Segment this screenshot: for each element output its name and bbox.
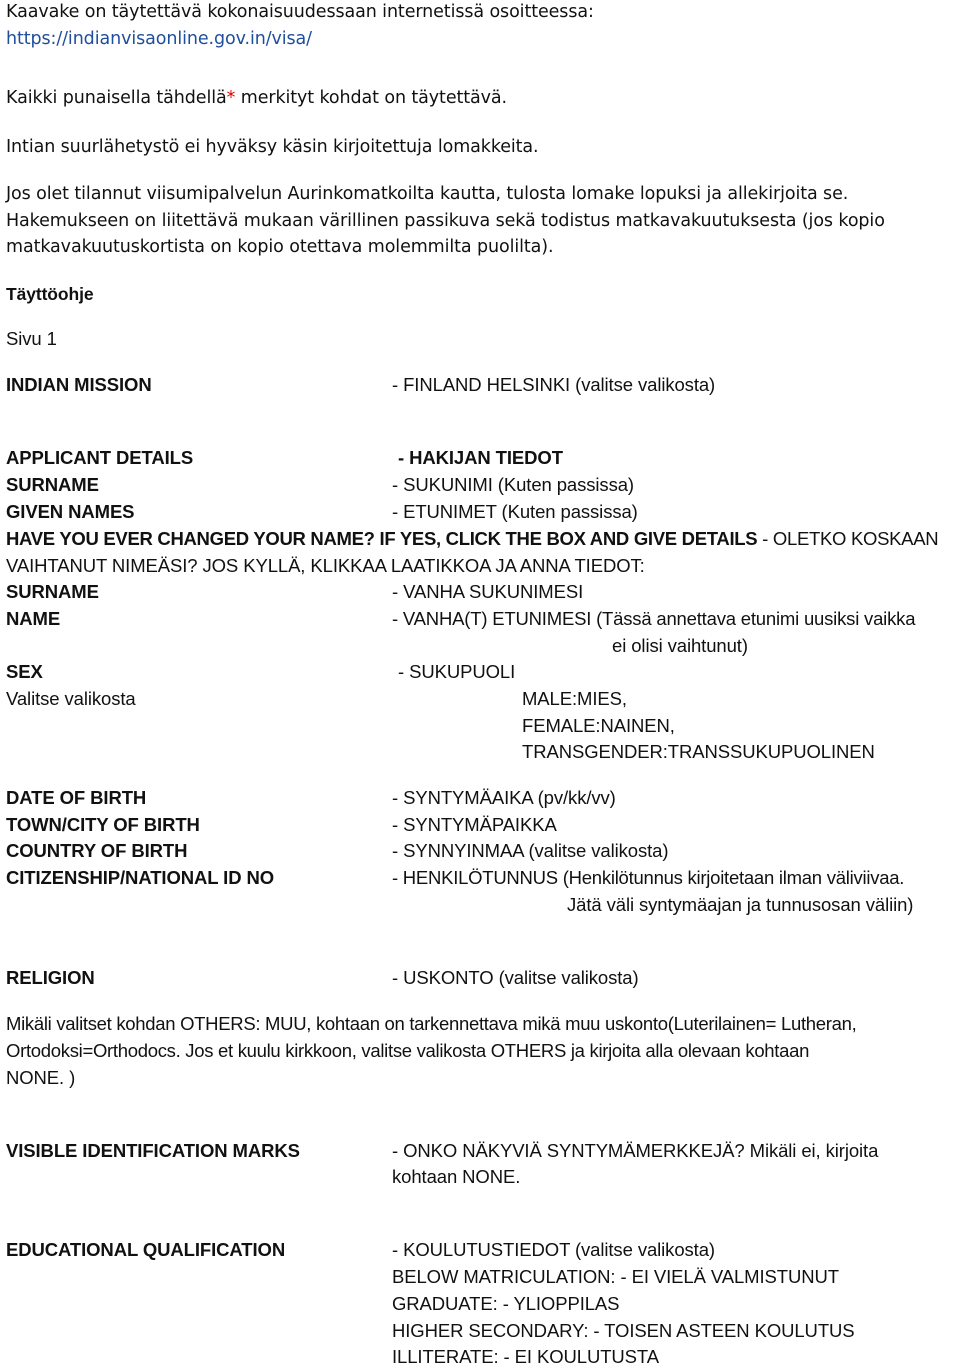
handwritten-note: Intian suurlähetystö ei hyväksy käsin kirjoitettuja lomakkeita. xyxy=(6,137,539,157)
religion-note-cont: Ortodoksi=Orthodocs. Jos et kuulu kirkkoon, valitse valikosta OTHERS ja kirjoita alla olevaan kohtaan xyxy=(6,1040,810,1061)
visa-url-link[interactable]: https://indianvisaonline.gov.in/visa/ xyxy=(6,29,312,49)
aurinko-note: Jos olet tilannut viisumipalvelun Aurinkomatkoilta kautta, tulosta lomake lopuksi ja allekirjoita se. xyxy=(6,184,849,204)
education-line: - KOULUTUSTIEDOT (valitse valikosta) xyxy=(392,1239,715,1260)
intro-line: Kaavake on täytettävä kokonaisuudessaan internetissä osoitteessa: xyxy=(6,2,594,22)
town-of-birth-desc: - SYNTYMÄPAIKKA xyxy=(392,814,557,835)
changed-name-question-en: HAVE YOU EVER CHANGED YOUR NAME? IF YES, CLICK THE BOX AND GIVE DETAILS xyxy=(6,528,758,549)
sex-option: TRANSGENDER:TRANSSUKUPUOLINEN xyxy=(522,741,875,762)
attachment-note: Hakemukseen on liitettävä mukaan värillinen passikuva sekä todistus matkavakuutuksesta (jos kopio xyxy=(6,211,885,231)
education-label: EDUCATIONAL QUALIFICATION xyxy=(6,1239,286,1260)
given-names-desc: - ETUNIMET (Kuten passissa) xyxy=(392,501,638,522)
changed-name-question-cont: VAIHTANUT NIMEÄSI? JOS KYLLÄ, KLIKKAA LAATIKKOA JA ANNA TIEDOT: xyxy=(6,555,645,576)
required-text: Kaikki punaisella tähdellä xyxy=(6,88,227,108)
required-text-end: merkityt kohdat on täytettävä. xyxy=(235,88,507,108)
surname-desc: - SUKUNIMI (Kuten passissa) xyxy=(392,474,634,495)
town-of-birth-label: TOWN/CITY OF BIRTH xyxy=(6,814,200,835)
religion-desc: - USKONTO (valitse valikosta) xyxy=(392,967,639,988)
education-line: HIGHER SECONDARY: - TOISEN ASTEEN KOULUTUS xyxy=(392,1320,855,1341)
marks-desc: - ONKO NÄKYVIÄ SYNTYMÄMERKKEJÄ? Mikäli ei, kirjoita xyxy=(392,1140,879,1161)
required-note xyxy=(6,88,507,108)
sex-note: Valitse valikosta xyxy=(6,688,136,709)
sex-option: FEMALE:NAINEN, xyxy=(522,715,675,736)
religion-note: Mikäli valitset kohdan OTHERS: MUU, kohtaan on tarkennettava mikä muu uskonto(Luterilainen= Lutheran, xyxy=(6,1013,857,1034)
education-line: BELOW MATRICULATION: - EI VIELÄ VALMISTUNUT xyxy=(392,1266,839,1287)
religion-label: RELIGION xyxy=(6,967,95,988)
country-of-birth-label: COUNTRY OF BIRTH xyxy=(6,840,188,861)
changed-name-question-fi: - OLETKO KOSKAAN xyxy=(757,528,939,549)
education-line: GRADUATE: - YLIOPPILAS xyxy=(392,1293,620,1314)
applicant-desc: - HAKIJAN TIEDOT xyxy=(398,447,563,468)
sex-option: MALE:MIES, xyxy=(522,688,627,709)
marks-desc-cont: kohtaan NONE. xyxy=(392,1166,521,1187)
dob-label: DATE OF BIRTH xyxy=(6,787,147,808)
required-star: * xyxy=(226,88,236,108)
attachment-note-cont: matkavakuutuskortista on kopio otettava molemmilta puolilta). xyxy=(6,237,554,257)
national-id-desc: - HENKILÖTUNNUS (Henkilötunnus kirjoitetaan ilman väliviivaa. xyxy=(392,867,905,888)
old-surname-desc: - VANHA SUKUNIMESI xyxy=(392,581,584,602)
mission-label: INDIAN MISSION xyxy=(6,374,152,395)
guide-title: Täyttöohje xyxy=(6,284,94,304)
sex-desc: - SUKUPUOLI xyxy=(398,661,516,682)
mission-desc: - FINLAND HELSINKI (valitse valikosta) xyxy=(392,374,716,395)
dob-desc: - SYNTYMÄAIKA (pv/kk/vv) xyxy=(392,787,616,808)
education-line: ILLITERATE: - EI KOULUTUSTA xyxy=(392,1346,659,1367)
country-of-birth-desc: - SYNNYINMAA (valitse valikosta) xyxy=(392,840,669,861)
applicant-label: APPLICANT DETAILS xyxy=(6,447,194,468)
old-name-desc-cont: ei olisi vaihtunut) xyxy=(612,635,748,656)
page-label: Sivu 1 xyxy=(6,328,57,349)
given-names-label: GIVEN NAMES xyxy=(6,501,135,522)
sex-label: SEX xyxy=(6,661,43,682)
marks-label: VISIBLE IDENTIFICATION MARKS xyxy=(6,1140,300,1161)
changed-name-question xyxy=(6,529,938,549)
religion-note-end: NONE. ) xyxy=(6,1067,76,1088)
surname-label: SURNAME xyxy=(6,474,99,495)
national-id-desc-cont: Jätä väli syntymäajan ja tunnusosan väliin) xyxy=(567,894,914,915)
old-name-desc: - VANHA(T) ETUNIMESI (Tässä annettava etunimi uusiksi vaikka xyxy=(392,608,916,629)
national-id-label: CITIZENSHIP/NATIONAL ID NO xyxy=(6,867,275,888)
old-surname-label: SURNAME xyxy=(6,581,99,602)
old-name-label: NAME xyxy=(6,608,61,629)
